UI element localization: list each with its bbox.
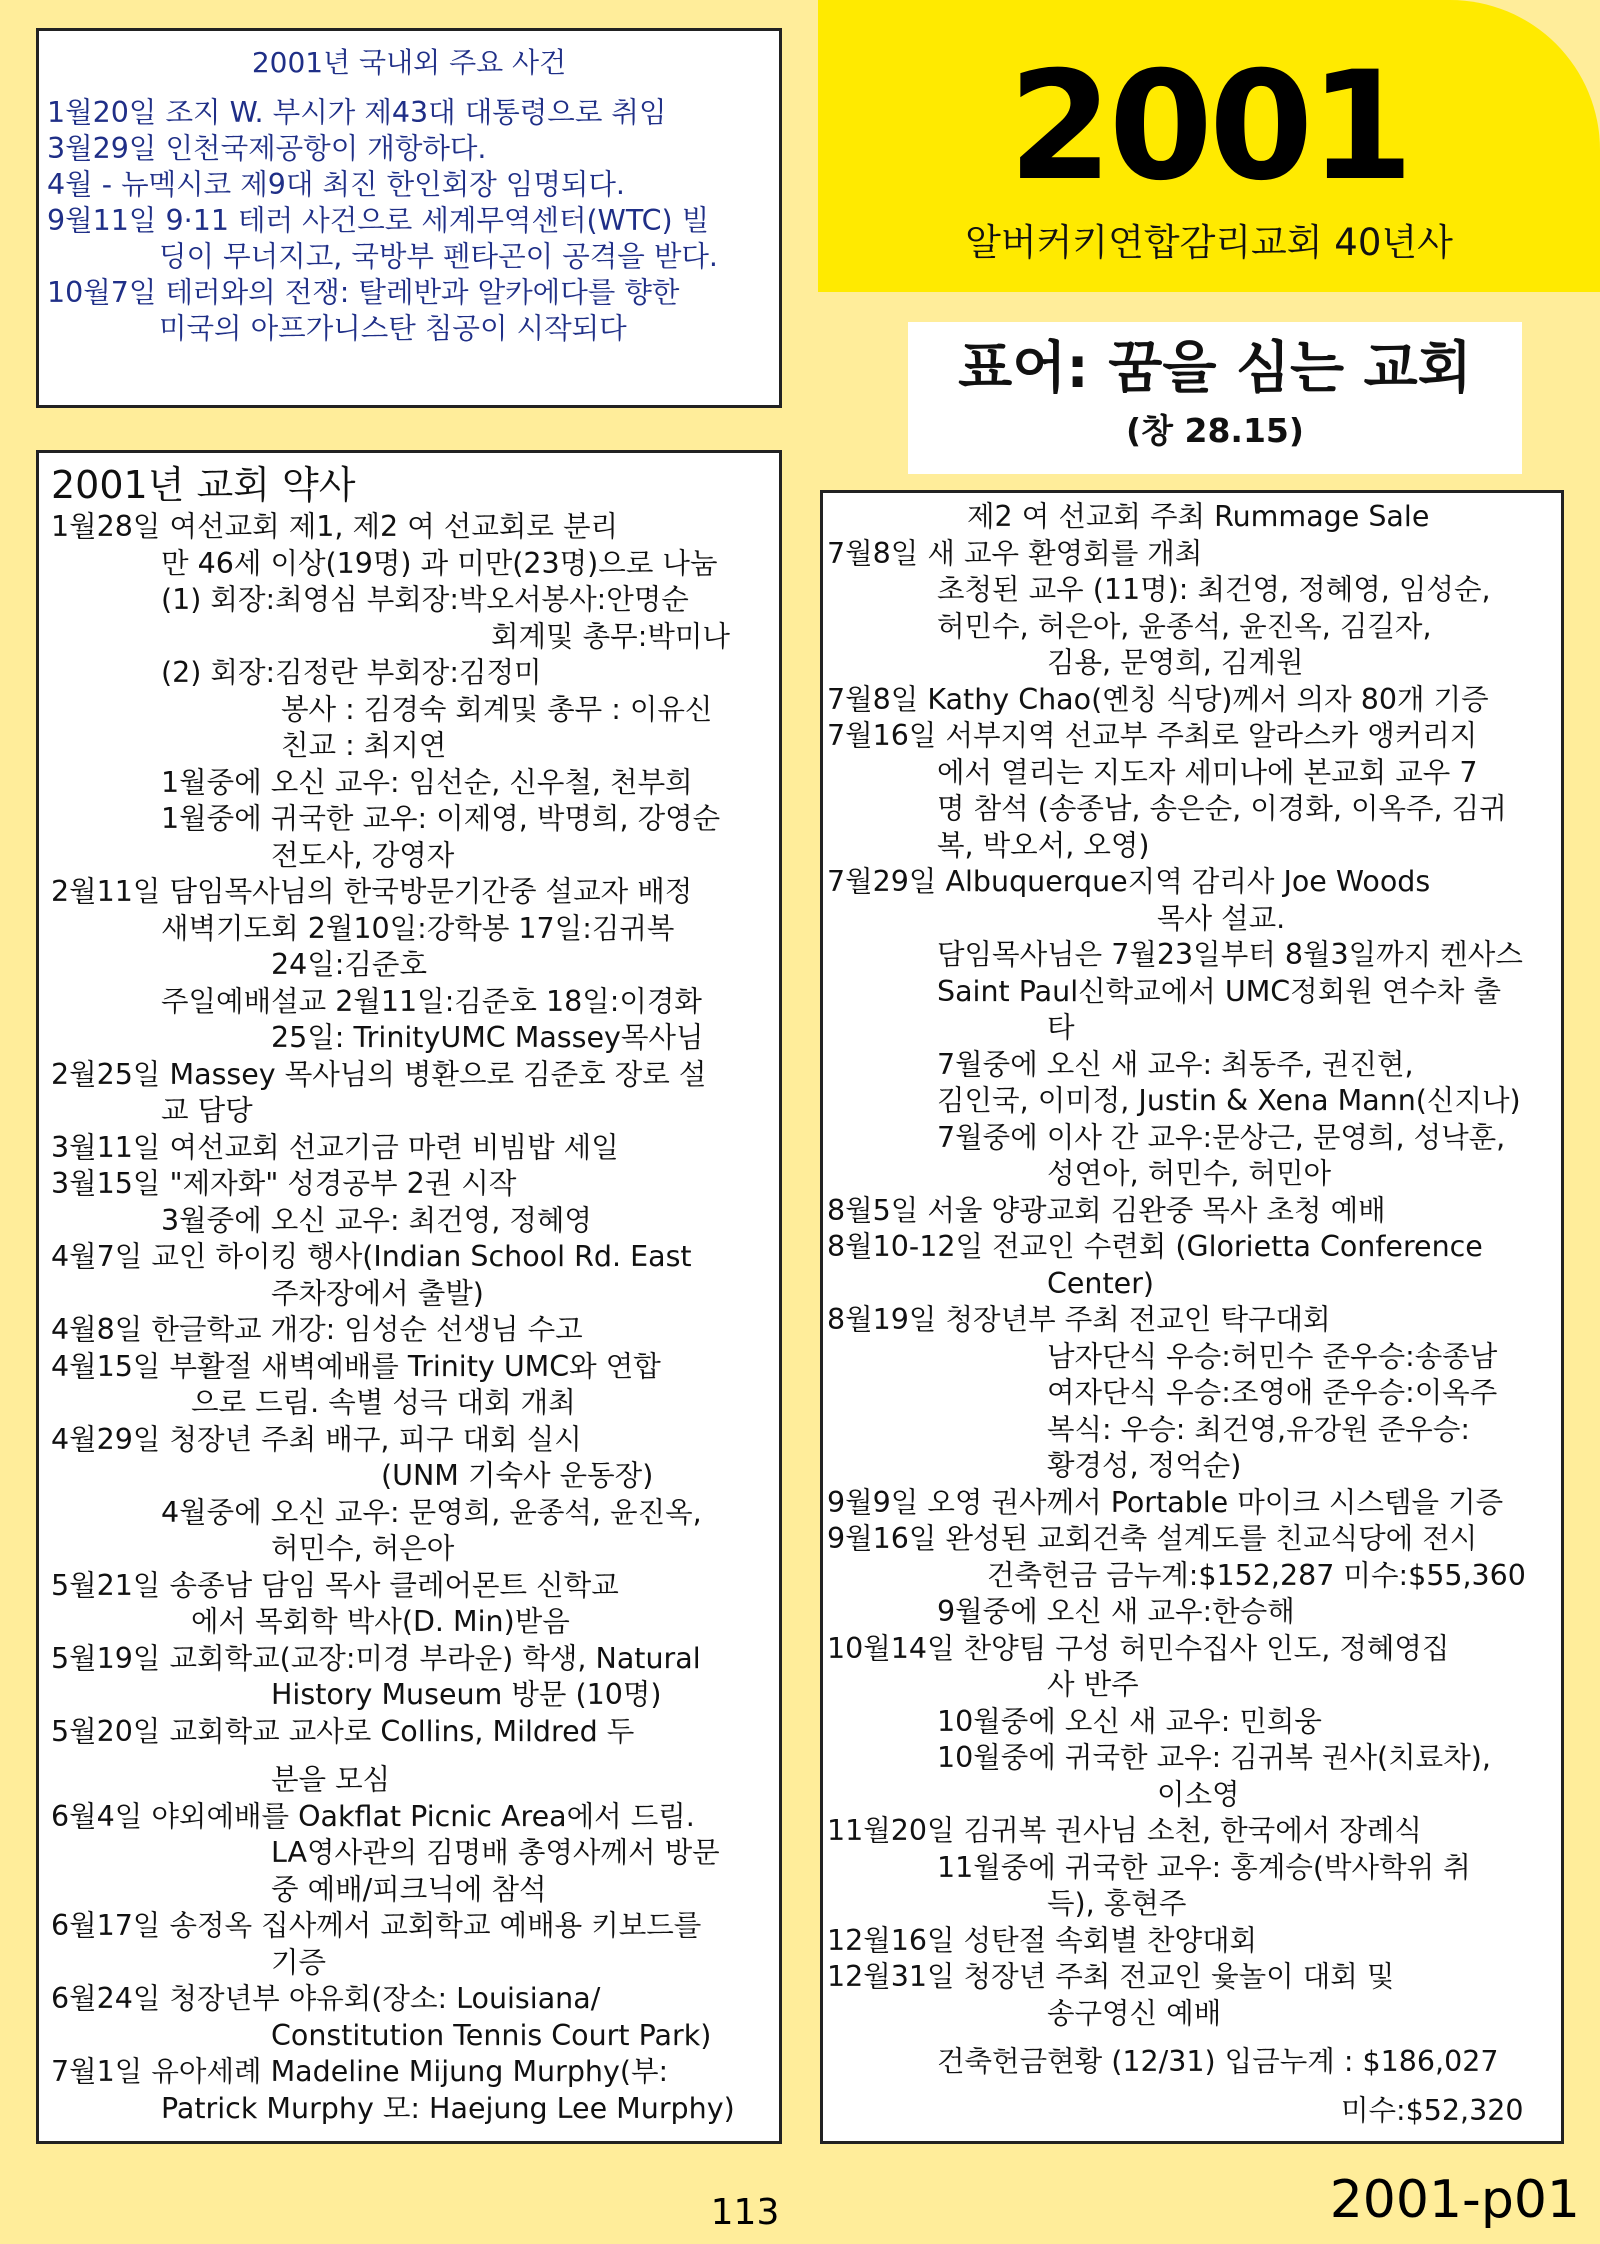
history-line: 6월24일 청장년부 야유회(장소: Louisiana/ [51, 1982, 601, 2015]
event-line: 딩이 무너지고, 국방부 펜타곤이 공격을 받다. [159, 240, 718, 273]
history-line: 5월20일 교회학교 교사로 Collins, Mildred 두 [51, 1714, 635, 1748]
history-line: 만 46세 이상(19명) 과 미만(23명)으로 나눔 [161, 546, 718, 580]
history-line: 8월5일 서울 양광교회 김완중 목사 초청 예배 [827, 1193, 1386, 1227]
history-line: 허민수, 허은아 [271, 1532, 455, 1565]
history-line: (2) 회장:김정란 부회장:김정미 [161, 656, 542, 689]
page-number: 113 [710, 2192, 780, 2233]
history-line: 5월21일 송종남 담임 목사 클레어몬트 신학교 [51, 1568, 619, 1602]
history-line: 황경성, 정억순) [1047, 1449, 1242, 1482]
history-line: 중 예배/피크닉에 참석 [271, 1872, 547, 1906]
history-line: History Museum 방문 (10명) [271, 1678, 662, 1711]
history-line: 제2 여 선교회 주최 Rummage Sale [967, 500, 1430, 533]
history-line: (UNM 기숙사 운동장) [381, 1459, 654, 1492]
history-line: 4월15일 부활절 새벽예배를 Trinity UMC와 연합 [51, 1349, 661, 1383]
year-title: 2001 [1008, 40, 1410, 214]
history-line: 김용, 문영희, 김계원 [1047, 646, 1304, 679]
history-line: 김인국, 이미정, Justin & Xena Mann(신지나) [937, 1084, 1521, 1117]
history-line: 9월9일 오영 권사께서 Portable 마이크 시스템을 기증 [827, 1485, 1504, 1519]
history-line: 에서 열리는 지도자 세미나에 본교회 교우 7 [937, 755, 1478, 789]
history-line: 2월25일 Massey 목사님의 병환으로 김준호 장로 설 [51, 1057, 707, 1091]
event-line: 10월7일 테러와의 전쟁: 탈레반과 알카에다를 향한 [47, 276, 680, 309]
event-line: 미국의 아프가니스탄 침공이 시작되다 [159, 312, 627, 345]
history-line: 1월28일 여선교회 제1, 제2 여 선교회로 분리 [51, 510, 619, 543]
history-line: 11월20일 김귀복 권사님 소천, 한국에서 장례식 [827, 1814, 1422, 1847]
motto-text: 표어: 꿈을 심는 교회 [958, 336, 1472, 401]
history-line: 7월8일 Kathy Chao(옌칭 식당)께서 의자 80개 기증 [827, 682, 1489, 716]
history-line: 24일:김준호 [271, 948, 427, 981]
history-line: 3월15일 "제자화" 성경공부 2권 시작 [51, 1167, 517, 1200]
history-line: 복, 박오서, 오영) [937, 828, 1150, 862]
history-line: 1월중에 귀국한 교우: 이제영, 박명희, 강영순 [161, 802, 721, 835]
history-line: Saint Paul신학교에서 UMC정회원 연수차 출 [937, 974, 1502, 1008]
history-line: 25일: TrinityUMC Massey목사님 [271, 1021, 704, 1054]
history-line: 10월14일 찬양팀 구성 허민수집사 인도, 정혜영집 [827, 1631, 1450, 1665]
world-events-box [36, 28, 782, 408]
event-line: 1월20일 조지 W. 부시가 제43대 대통령으로 취임 [47, 96, 667, 129]
motto-reference: (창 28.15) [1126, 410, 1304, 450]
history-line: 7월29일 Albuquerque지역 감리사 Joe Woods [827, 865, 1431, 898]
history-line: 명 참석 (송종남, 송은순, 이경화, 이옥주, 김귀 [937, 792, 1507, 825]
history-line: 7월8일 새 교우 환영회를 개최 [827, 536, 1203, 570]
history-line: 7월16일 서부지역 선교부 주최로 알라스카 앵커리지 [827, 719, 1478, 752]
history-line: 성연아, 허민수, 허민아 [1047, 1157, 1332, 1190]
history-line: 3월11일 여선교회 선교기금 마련 비빔밥 세일 [51, 1130, 619, 1164]
church-history-continued-box [820, 490, 1564, 2144]
church-history-box [36, 450, 782, 2144]
history-line: 회계및 총무:박미나 [491, 619, 730, 653]
event-line: 3월29일 인천국제공항이 개항하다. [47, 132, 487, 165]
history-line: 3월중에 오신 교우: 최건영, 정혜영 [161, 1203, 592, 1237]
history-line: 남자단식 우승:허민수 준우승:송종남 [1047, 1339, 1498, 1373]
church-history-subtitle: 알버커키연합감리교회 40년사 [965, 221, 1453, 264]
history-line: 주차장에서 출발) [271, 1276, 484, 1310]
history-line: 12월16일 성탄절 속회별 찬양대회 [827, 1923, 1258, 1957]
history-line: 건축헌금현황 (12/31) 입금누계 : $186,027 [937, 2045, 1499, 2078]
page-code: 2001-p01 [1329, 2170, 1580, 2230]
history-line: (1) 회장:최영심 부회장:박오서봉사:안명순 [161, 583, 689, 616]
history-line: 목사 설교. [1157, 901, 1286, 935]
motto-box [908, 322, 1522, 474]
church-history-title: 2001년 교회 약사 [51, 463, 356, 507]
history-line: 기증 [271, 1945, 327, 1979]
history-line: 봉사 : 김경숙 회계및 총무 : 이유신 [281, 692, 713, 726]
history-line: 7월중에 이사 간 교우:문상근, 문영희, 성낙훈, [937, 1120, 1506, 1154]
world-events-title: 2001년 국내외 주요 사건 [251, 46, 567, 79]
history-line: 4월29일 청장년 주최 배구, 피구 대회 실시 [51, 1422, 582, 1456]
history-line: 이소영 [1157, 1777, 1240, 1811]
history-line: 분을 모심 [271, 1763, 391, 1796]
history-line: 주일예배설교 2월11일:김준호 18일:이경화 [161, 984, 702, 1018]
history-line: LA영사관의 김명배 총영사께서 방문 [271, 1836, 720, 1869]
history-line: 전도사, 강영자 [271, 838, 455, 872]
history-line: Patrick Murphy 모: Haejung Lee Murphy) [161, 2091, 735, 2125]
history-line: 8월10-12일 전교인 수련회 (Glorietta Conference [827, 1230, 1483, 1263]
event-line: 9월11일 9·11 테러 사건으로 세계무역센터(WTC) 빌 [47, 204, 710, 237]
history-line: 9월중에 오신 새 교우:한승해 [937, 1595, 1295, 1628]
history-line: 10월중에 귀국한 교우: 김귀복 권사(치료차), [937, 1741, 1491, 1774]
history-line: 득), 홍현주 [1047, 1887, 1187, 1920]
church-history-continued-list [827, 499, 1561, 2129]
history-line: 6월4일 야외예배를 Oakflat Picnic Area에서 드림. [51, 1799, 695, 1833]
history-line: 에서 목회학 박사(D. Min)받음 [191, 1605, 570, 1638]
history-line: 초청된 교우 (11명): 최건영, 정혜영, 임성순, [937, 573, 1491, 606]
history-line: 송구영신 예배 [1047, 1996, 1222, 2030]
history-line: 미수:$52,320 [1341, 2093, 1524, 2127]
history-line: Constitution Tennis Court Park) [271, 2018, 712, 2052]
history-line: 담임목사님은 7월23일부터 8월3일까지 켄사스 [937, 938, 1523, 971]
history-line: 건축헌금 금누계:$152,287 미수:$55,360 [987, 1558, 1526, 1592]
history-line: 복식: 우승: 최건영,유강원 준우승: [1047, 1412, 1470, 1446]
history-line: 2월11일 담임목사님의 한국방문기간중 설교자 배정 [51, 875, 693, 908]
history-line: 11월중에 귀국한 교우: 홍계승(박사학위 취 [937, 1850, 1471, 1884]
history-line: 8월19일 청장년부 주최 전교인 탁구대회 [827, 1303, 1331, 1336]
history-line: 7월1일 유아세례 Madeline Mijung Murphy(부: [51, 2055, 669, 2088]
world-events-list [47, 95, 771, 347]
history-line: Center) [1047, 1266, 1155, 1300]
church-history-list [51, 509, 779, 2127]
history-line: 12월31일 청장년 주최 전교인 윷놀이 대회 및 [827, 1960, 1395, 1993]
history-line: 타 [1047, 1011, 1075, 1044]
event-line: 4월 - 뉴멕시코 제9대 최진 한인회장 임명되다. [47, 168, 625, 201]
history-line: 으로 드림. 속별 성극 대회 개최 [191, 1386, 576, 1419]
history-line: 4월중에 오신 교우: 문영희, 윤종석, 윤진옥, [161, 1495, 702, 1529]
history-line: 9월16일 완성된 교회건축 설계도를 친교식당에 전시 [827, 1522, 1478, 1555]
history-line: 4월7일 교인 하이킹 행사(Indian School Rd. East [51, 1240, 692, 1273]
history-line: 6월17일 송정옥 집사께서 교회학교 예배용 키보드를 [51, 1909, 702, 1942]
history-line: 교 담당 [161, 1094, 253, 1127]
history-line: 1월중에 오신 교우: 임선순, 신우철, 천부희 [161, 765, 693, 799]
history-line: 10월중에 오신 새 교우: 민희웅 [937, 1704, 1322, 1738]
history-line: 친교 : 최지연 [281, 729, 447, 762]
history-line: 여자단식 우승:조영애 준우승:이옥주 [1047, 1376, 1498, 1409]
history-line: 새벽기도회 2월10일:강학봉 17일:김귀복 [161, 911, 675, 945]
history-line: 허민수, 허은아, 윤종석, 윤진옥, 김길자, [937, 609, 1432, 643]
history-line: 사 반주 [1047, 1668, 1139, 1701]
history-line: 4월8일 한글학교 개강: 임성순 선생님 수고 [51, 1313, 583, 1346]
history-line: 7월중에 오신 새 교우: 최동주, 권진현, [937, 1047, 1414, 1081]
history-line: 5월19일 교회학교(교장:미경 부라운) 학생, Natural [51, 1641, 701, 1675]
